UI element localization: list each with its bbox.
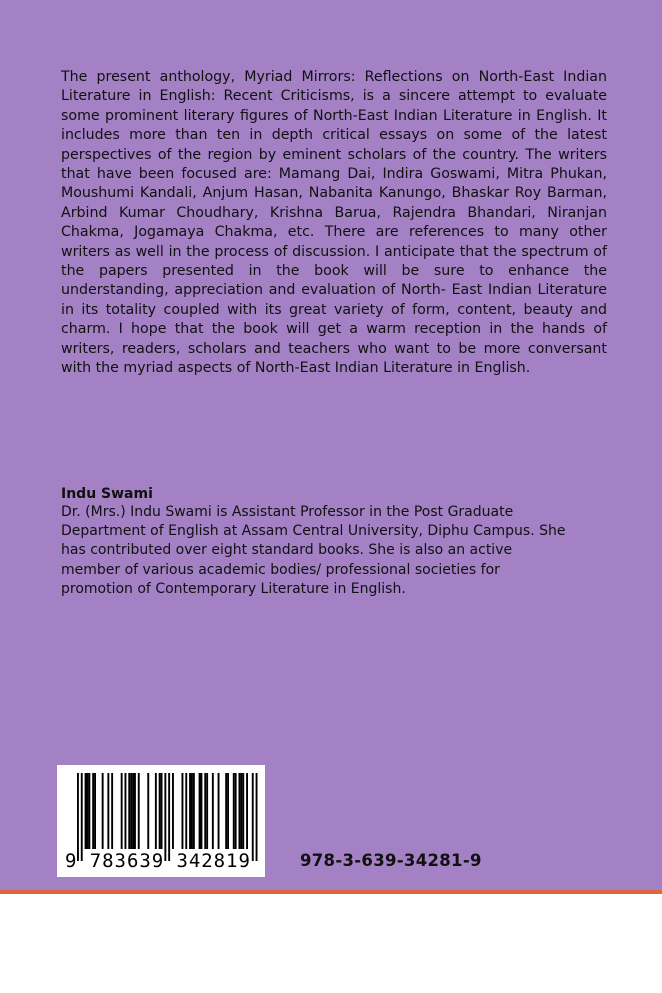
barcode-bar (246, 773, 248, 849)
barcode-bar (191, 773, 193, 849)
barcode-bar (88, 773, 90, 849)
barcode-bar (227, 773, 229, 849)
barcode-bar (182, 773, 184, 849)
barcode-bar (235, 773, 237, 849)
barcode-bar (168, 773, 170, 861)
barcode-bar (218, 773, 220, 849)
book-description: The present anthology, Myriad Mirrors: Reflections on North-East Indian Literature in English: Recent Criticisms, is a sincere attempt to evaluate some prominent literary figures of North-East Indian Literature in English. It includes more than ten in depth critical essays on some of the latest perspectives of the region by eminent scholars of the country. The writers that have been focused are: Mamang Dai, Indira Goswami, Mitra Phukan, Moushumi Kandali, Anjum Hasan, Nabanita Kanungo, Bhaskar Roy Barman, Arbind Kumar Choudhary, Krishna Barua, Rajendra Bhandari, Niranjan Chakma, Jogamaya Chakma, etc. There are references to many other writers as well in the process of discussion. I anticipate that the spectrum of the papers presented in the book will be sure to enhance the understanding, appreciation and evaluation of North- East Indian Literature in its totality coupled with its great variety of form, content, beauty and charm. I hope that the book will get a warm reception in the hands of writers, readers, scholars and teachers who want to be more conversant with the myriad aspects of North-East Indian Literature in English. (61, 69, 607, 377)
barcode-bar (125, 773, 127, 849)
barcode-bar (121, 773, 123, 849)
author-name: Indu Swami (61, 486, 153, 502)
barcode-bar (199, 773, 201, 849)
barcode-bar (252, 773, 254, 861)
barcode-bar (256, 773, 258, 861)
barcode-bar (130, 773, 132, 849)
barcode-bar (132, 773, 134, 849)
barcode-bar (172, 773, 174, 849)
barcode-bar (193, 773, 195, 849)
barcode-bar (204, 773, 206, 849)
barcode-bar (77, 773, 79, 861)
barcode-bar (92, 773, 94, 849)
isbn-barcode (57, 765, 265, 877)
barcode-bar (189, 773, 191, 849)
barcode-bar (134, 773, 136, 849)
barcode-bar (242, 773, 244, 849)
barcode-bar (81, 773, 83, 861)
barcode-bar (185, 773, 187, 849)
barcode-bar (102, 773, 104, 849)
barcode-bar (239, 773, 241, 849)
barcode-bar (87, 773, 89, 849)
barcode-bar (85, 773, 87, 849)
bottom-accent-stripe (0, 890, 662, 894)
barcode-bar (107, 773, 109, 849)
barcode-bar (161, 773, 163, 849)
barcode-bar (138, 773, 140, 849)
author-bio: Dr. (Mrs.) Indu Swami is Assistant Professor in the Post Graduate Department of English at Assam Central University, Diphu Campus. She has contributed over eight standard books. She is also an active member of various academic bodies/ professional societies for promotion of Contemporary Literature in English. (61, 504, 566, 597)
barcode-bar (225, 773, 227, 849)
barcode-bar (147, 773, 149, 849)
barcode-digits: 9 783639 342819 (65, 850, 251, 872)
isbn-number: 978-3-639-34281-9 (300, 851, 482, 870)
barcode-bar (233, 773, 235, 849)
barcode-bar (201, 773, 203, 849)
barcode-bar (111, 773, 113, 849)
barcode-bar (94, 773, 96, 849)
barcode-bar (212, 773, 214, 849)
barcode-bar (240, 773, 242, 849)
barcode-bar (128, 773, 130, 849)
barcode-bar (206, 773, 208, 849)
barcode-bar (155, 773, 157, 849)
barcode-bar (159, 773, 161, 849)
barcode-bar (164, 773, 166, 861)
